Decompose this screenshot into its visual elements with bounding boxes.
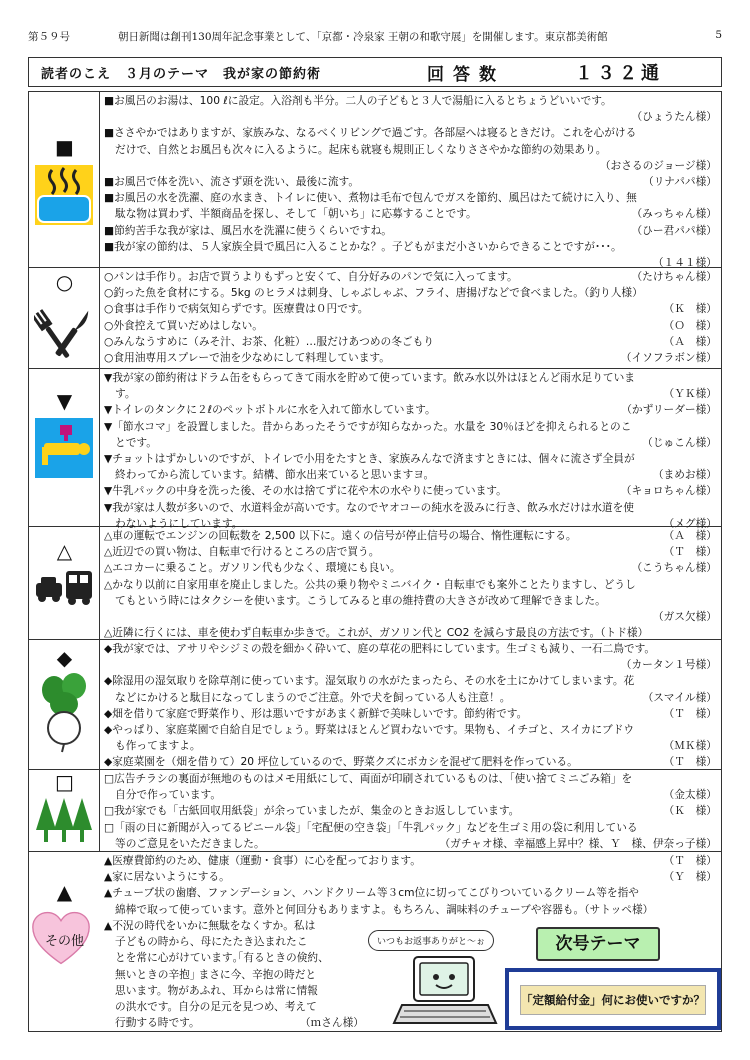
section-water bbox=[29, 369, 721, 530]
essay-line: とを常に心がけています｡｢有るときの倹約、 bbox=[115, 951, 329, 965]
essay-line: ▲不況の時代をいかに無駄をなくすか。私は bbox=[104, 919, 316, 932]
answer-signature: （Ｔ 様） bbox=[663, 545, 717, 559]
answer-signature: （ひー君パパ様） bbox=[631, 223, 717, 237]
section-car bbox=[29, 527, 721, 640]
answer-signature: （メグ様） bbox=[663, 516, 717, 530]
answer-line: ▼我が家の節約術はドラム缶をもらってきて雨水を貯めて使っています。飲み水以外はほとんど雨水足りていま bbox=[104, 371, 635, 384]
answer-line: 等のご意見をいただきました。 bbox=[115, 836, 265, 850]
answer-line: □「雨の日に新聞が入ってるビニール袋」「宅配便の空き袋」「牛乳パック」などを生ゴミ用の袋に利用している bbox=[104, 820, 638, 834]
issue-number: 第５９号 bbox=[28, 31, 70, 43]
answer-signature: （Ａ 様） bbox=[663, 334, 717, 348]
computer-mascot-icon bbox=[392, 955, 502, 1030]
section-bath bbox=[29, 92, 721, 268]
answers-grid bbox=[28, 91, 722, 1032]
answer-line: 自分で作っています。 bbox=[115, 788, 222, 802]
answer-line: わないようにしています。 bbox=[115, 516, 243, 530]
answer-signature: （Ｔ 様） bbox=[663, 755, 717, 769]
answer-line: ○パンは手作り。お店で買うよりもずっと安くて、自分好みのパンで気に入ってます。 bbox=[104, 270, 518, 283]
answer-line: ▼チョットはずかしいのですが、トイレで小用をたすとき、家族みんなで済ますときには、個々に流さず全員が bbox=[104, 452, 635, 466]
response-count: １３２通 bbox=[575, 63, 663, 84]
answer-signature: （金太様） bbox=[663, 788, 717, 802]
answer-line: も作ってますよ。 bbox=[115, 739, 201, 753]
answer-signature: （こうちゃん様） bbox=[631, 561, 717, 575]
answer-line: ▼トイレのタンクに２ℓのペットボトルに水を入れて節水しています。 bbox=[104, 403, 436, 417]
answer-line: △かなり以前に自家用車を廃止しました。公共の乗り物やミニバイク・自転車でも案外ことたりますし、どうし bbox=[104, 577, 636, 591]
answer-signature: （カータン１号様） bbox=[620, 658, 717, 672]
next-theme-question: 「定額給付金」何にお使いですか？ bbox=[520, 985, 706, 1015]
essay-line: の洪水です。自分の足元を見つめ、考えて bbox=[115, 1000, 317, 1014]
page-number: 5 bbox=[715, 29, 722, 41]
answers-other bbox=[104, 853, 717, 918]
answer-signature: （みっちゃん様） bbox=[631, 207, 717, 221]
answer-signature: （リナパパ様） bbox=[643, 175, 717, 189]
answer-line: ▲医療費節約のため、健康（運動・食事）に心を配っております。 bbox=[104, 854, 421, 867]
answer-line: 綿棒で取って使っています。意外と何回分もありますよ。もちろん、調味料のチューブや容器も。（サトッペ様） bbox=[115, 902, 654, 916]
water-faucet-icon bbox=[34, 417, 94, 479]
answer-signature: （かずリーダー様） bbox=[621, 403, 717, 417]
answer-line: ◆家庭菜園を（畑を借りて）20 坪位しているので、野菜クズにボカシを混ぜて肥料を作っている。 bbox=[104, 755, 578, 769]
answer-line: 駄な物は買わず、半額商品を探し、そして「朝いち」に応募することです。 bbox=[115, 207, 477, 221]
essay bbox=[104, 918, 364, 1031]
answers-food bbox=[104, 269, 717, 366]
fork-knife-icon bbox=[34, 298, 94, 358]
answer-signature: （じゅこん様） bbox=[642, 435, 717, 449]
answer-line: ▼「節水コマ」を設置しました。昔からあったそうですが知らなかった。水量を 30％ほどを抑えられるとのこ bbox=[104, 419, 632, 433]
section-symbol: ■ bbox=[55, 135, 74, 159]
answer-signature: （Ｏ 様） bbox=[663, 318, 717, 332]
answer-signature: （スマイル様） bbox=[642, 690, 717, 704]
heart-label: その他 bbox=[44, 934, 84, 949]
answer-line: ■ささやかではありますが、家族みな、なるべくリビングで過ごす。各部屋へは寝るときだけ。これを心がける bbox=[104, 126, 637, 140]
title-bar bbox=[28, 57, 722, 87]
essay-line: 子どもの時から、母にたたき込まれたこ bbox=[115, 935, 308, 949]
answer-line: とです。 bbox=[115, 435, 157, 449]
answer-line: △車の運転でエンジンの回転数を 2,500 以下に。遠くの信号が停止信号の場合、惰性運転にする。 bbox=[104, 529, 577, 542]
answer-signature: （Ａ 様） bbox=[663, 529, 717, 542]
answer-line: てもという時にはタクシーを使います。こうしてみると車の維持費の大きさが改めて理解できました。 bbox=[115, 593, 606, 607]
answer-line: だけで、自然とお風呂も次々に入るように。起床も就寝も規則正しくなりささやかな節約の効果あり。 bbox=[115, 142, 607, 156]
answer-signature: （ひょうたん様） bbox=[631, 110, 717, 124]
answer-signature: （Ｋ 様） bbox=[663, 804, 717, 818]
speech-bubble: いつもお返事ありがと〜ぉ bbox=[368, 930, 494, 951]
answer-signature: （Ｙ 様） bbox=[663, 870, 717, 884]
answer-signature: （ｍさん様） bbox=[299, 1016, 364, 1030]
answer-line: ■我が家の節約は、５人家族全員で風呂に入ることかな？。子どもがまだ小さいからできることですが･･･。 bbox=[104, 239, 622, 253]
answer-line: などにかけると駄目になってしまうのでご注意。外で犬を飼っている人も注意！。 bbox=[115, 690, 511, 704]
bathtub-icon bbox=[34, 164, 94, 226]
section-symbol: △ bbox=[56, 539, 73, 563]
answer-line: ▲チューブ状の歯磨、ファンデーション、ハンドクリーム等３cm位に切ってこびりついているクリーム等を指や bbox=[104, 886, 639, 900]
essay-line: 思います。物があふれ、耳からは常に情報 bbox=[115, 983, 318, 997]
response-label: 回答数 bbox=[427, 65, 505, 85]
answer-line: ○釣った魚を食材にする。5kg のヒラメは刺身、しゃぶしゃぶ、フライ、唐揚げなどで食べました。（釣り人様） bbox=[104, 286, 643, 300]
answer-signature: （まめお様） bbox=[652, 468, 717, 482]
car-bus-icon bbox=[34, 567, 94, 607]
answer-line: ○食事は手作りで病気知らずです。医療費は０円です。 bbox=[104, 302, 369, 316]
answer-line: ◆除湿用の湿気取りを除草剤に使っています。湿気取りの水がたまったら、その水を土にかけてしまいます。花 bbox=[104, 674, 635, 688]
answer-signature: （Ｔ 様） bbox=[663, 706, 717, 720]
answer-signature: （Ｋ 様） bbox=[663, 302, 717, 316]
answer-signature: （ガチャオ様、幸福感上昇中？様、Ｙ 様、伊奈っ子様） bbox=[439, 836, 717, 850]
answers-bath bbox=[104, 93, 717, 271]
answers-water bbox=[104, 370, 717, 532]
section-title: 読者のこえ ３月のテーマ 我が家の節約術 bbox=[41, 67, 322, 82]
answer-line: ○外食控えて買いだめはしない。 bbox=[104, 318, 263, 332]
section-garden bbox=[29, 640, 721, 770]
header-notice: 朝日新聞は創刊130周年記念事業として、「京都・冷泉家 王朝の和歌守展」を開催します。東京都美術館 bbox=[118, 31, 608, 43]
answer-line: ◆畑を借りて家庭で野菜作り、形は悪いですがあまく新鮮で美味しいです。節約術です。 bbox=[104, 706, 528, 720]
section-symbol: ◆ bbox=[56, 646, 73, 670]
section-symbol: □ bbox=[55, 770, 74, 794]
answer-line: ▼我が家は人数が多いので、水道料金が高いです。なのでヤオコーの純水を汲みに行き、飲み水だけは水道を使 bbox=[104, 500, 634, 514]
answer-line: ◆我が家では、アサリやシジミの殻を細かく砕いて、庭の草花の肥料にしています。生ゴミも減り、一石二鳥です。 bbox=[104, 642, 656, 655]
answer-signature: （イソフラボン様） bbox=[620, 351, 717, 365]
answer-line: □広告チラシの裏面が無地のものはメモ用紙にして、両面が印刷されているものは、「使い捨てミニごみ箱」を bbox=[104, 772, 633, 785]
section-food bbox=[29, 268, 721, 369]
answer-line: △近辺での買い物は、自転車で行けるところの店で買う。 bbox=[104, 545, 380, 559]
turnip-icon bbox=[34, 672, 94, 754]
trees-icon bbox=[34, 796, 94, 846]
answer-line: ○みんなうすめに（みそ汁、お茶、化粧）…服だけあつめの冬ごもり bbox=[104, 334, 434, 348]
section-symbol: ○ bbox=[55, 270, 74, 294]
section-symbol: ▲ bbox=[56, 880, 73, 904]
answer-line: 終わってから流しています。結構、節水出来ていると思いますヨ。 bbox=[115, 468, 435, 482]
section-symbol: ▼ bbox=[56, 389, 73, 413]
answer-signature: （たけちゃん様） bbox=[631, 270, 717, 283]
answer-signature: （Ｔ 様） bbox=[663, 854, 717, 867]
answer-line: ▼牛乳パックの中身を洗った後、その水は捨てずに花や木の水やりに使っています。 bbox=[104, 484, 507, 498]
answer-signature: （ガス欠様） bbox=[652, 610, 717, 624]
section-paper bbox=[29, 770, 721, 852]
answer-line: ■お風呂のお湯は、100 ℓに設定。入浴剤も半分。二人の子どもと３人で湯船に入るとちょうどいいです。 bbox=[104, 94, 612, 107]
page-header bbox=[28, 29, 722, 43]
answer-line: す。 bbox=[115, 387, 136, 401]
answers-paper bbox=[104, 771, 717, 852]
answer-line: □我が家でも「古紙回収用紙袋」が余っていましたが、集金のときお返ししています。 bbox=[104, 804, 520, 818]
answer-signature: （ＭＫ様） bbox=[663, 739, 717, 753]
answer-signature: （おさるのジョージ様） bbox=[599, 158, 717, 172]
answer-line: ■お風呂で体を洗い、流さず頭を洗い、最後に流す。 bbox=[104, 175, 360, 189]
essay-line: 無いときの辛抱｣ まさに今、辛抱の時だと bbox=[115, 967, 317, 981]
answer-line: ■お風呂の水を洗濯、庭の水まき、トイレに使い、煮物は毛布で包んでガスを節約、風呂はたて続けに入り、無 bbox=[104, 191, 637, 205]
answer-signature: （１４１様） bbox=[652, 256, 717, 270]
next-theme-label: 次号テーマ bbox=[536, 927, 660, 961]
answers-car bbox=[104, 528, 717, 641]
essay-line: 行動する時です。 bbox=[115, 1016, 200, 1030]
answer-signature: （キョロちゃん様） bbox=[620, 484, 717, 498]
answer-line: △近隣に行くには、車を使わず自転車か歩きで。これが、ガソリン代と CO2 を減らす最良の方法です。（トド様） bbox=[104, 626, 649, 640]
answer-line: ▲家に居ないようにする。 bbox=[104, 870, 230, 884]
next-theme-box bbox=[505, 968, 721, 1030]
answer-line: ◆やっぱり、家庭菜園で自給自足でしょう。野菜はほとんど買わないです。果物も、イチゴと、スイカにブドウ bbox=[104, 723, 635, 737]
answer-line: △エコカーに乗ること。ガソリン代も少なく、環境にも良い。 bbox=[104, 561, 401, 575]
answer-line: ■節約苦手な我が家は、風呂水を洗濯に使うくらいですね。 bbox=[104, 223, 392, 237]
answers-garden bbox=[104, 641, 717, 771]
answer-signature: （ＹＫ様） bbox=[663, 387, 717, 401]
answer-line: ○食用油専用スプレーで油を少なめにして料理しています。 bbox=[104, 351, 390, 365]
